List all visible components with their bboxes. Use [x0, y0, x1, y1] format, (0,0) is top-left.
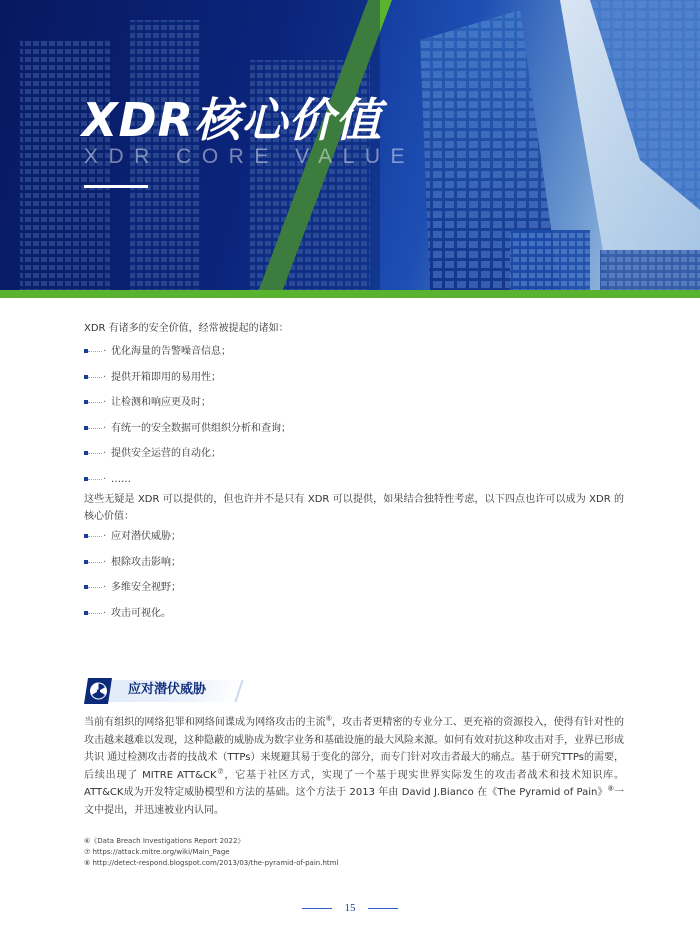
- page-number-area: [0, 900, 700, 916]
- footnote-ref: ⑧: [607, 784, 614, 793]
- list-item: · 攻击可视化。: [84, 605, 624, 631]
- list-item: · 优化海量的告警噪音信息；: [84, 343, 624, 369]
- radiation-hazard-icon: [84, 676, 114, 706]
- core-values-list: [84, 528, 624, 630]
- list-item: · 提供开箱即用的易用性；: [84, 369, 624, 395]
- title-underline: [84, 185, 148, 188]
- page-number-line-left: [302, 908, 332, 909]
- values-list: [84, 343, 624, 497]
- footnote-item: ⑧ http://detect-respond.blogspot.com/2013/03/the-pyramid-of-pain.html: [84, 859, 339, 867]
- list-item: · ……: [84, 471, 624, 497]
- page-title: XDR核心价值: [82, 93, 383, 147]
- intro-block: [84, 320, 624, 337]
- page-number-line-right: [368, 908, 398, 909]
- green-divider-bar: [0, 290, 700, 298]
- list-item: · 提供安全运营的自动化；: [84, 445, 624, 471]
- list-item: · 有统一的安全数据可供组织分析和查询；: [84, 420, 624, 446]
- section-heading: [84, 675, 244, 705]
- footnote-item: ⑥《Data Breach Investigations Report 2022》: [84, 837, 245, 845]
- middle-paragraph: 这些无疑是 XDR 可以提供的，但也许并不是只有 XDR 可以提供，如果结合独特性考虑，以下四点也许可以成为 XDR 的核心价值：: [84, 494, 624, 522]
- footnotes: [84, 836, 338, 869]
- intro-text: XDR 有诸多的安全价值，经常被提起的诸如：: [84, 323, 289, 334]
- page-number: 15: [344, 902, 356, 914]
- list-item: · 让检测和响应更及时；: [84, 394, 624, 420]
- core-values-block: [84, 528, 624, 630]
- list-item: · 根除攻击影响；: [84, 554, 624, 580]
- values-list-block: [84, 343, 624, 497]
- footnote-ref: ⑥: [325, 714, 333, 723]
- footnote-ref: ⑦: [216, 767, 225, 776]
- list-item: · 应对潜伏威胁；: [84, 528, 624, 554]
- section-body-text: 当前有组织的网络犯罪和网络间谍成为网络攻击的主流⑥，攻击者更精密的专业分工、更充裕的资源投入，使得有针对性的攻击越来越难以发现，这种隐蔽的威胁成为数字业务和基础设施的最大风险来源。如何有效对抗这种攻击对手，业界已形成共识 通过检测攻击者的技战术（TTPs）来规避其易于变化的部分，而专门针对攻击者最大的痛点。基于研究TTPs的需要，后续出现了 MITRE ATT&CK⑦，它基于社区方式，实现了一个基于现实世界实际发生的攻击者战术和技术知识库。ATT&CK成为开发特定威胁模型和方法的基础。这个方法于 2013 年由 David J.Bianco 在《The Pyramid of Pain》⑧一文中提出，并迅速被业内认同。: [84, 714, 625, 816]
- footnote-item: ⑦ https://attack.mitre.org/wiki/Main_Page: [84, 848, 230, 856]
- page-subtitle: XDR CORE VALUE: [84, 145, 415, 168]
- header-banner: [0, 0, 700, 292]
- middle-paragraph-block: [84, 491, 624, 525]
- section-body-block: [84, 714, 624, 819]
- list-item: · 多维安全视野；: [84, 579, 624, 605]
- section-heading-label: 应对潜伏威胁: [128, 682, 207, 697]
